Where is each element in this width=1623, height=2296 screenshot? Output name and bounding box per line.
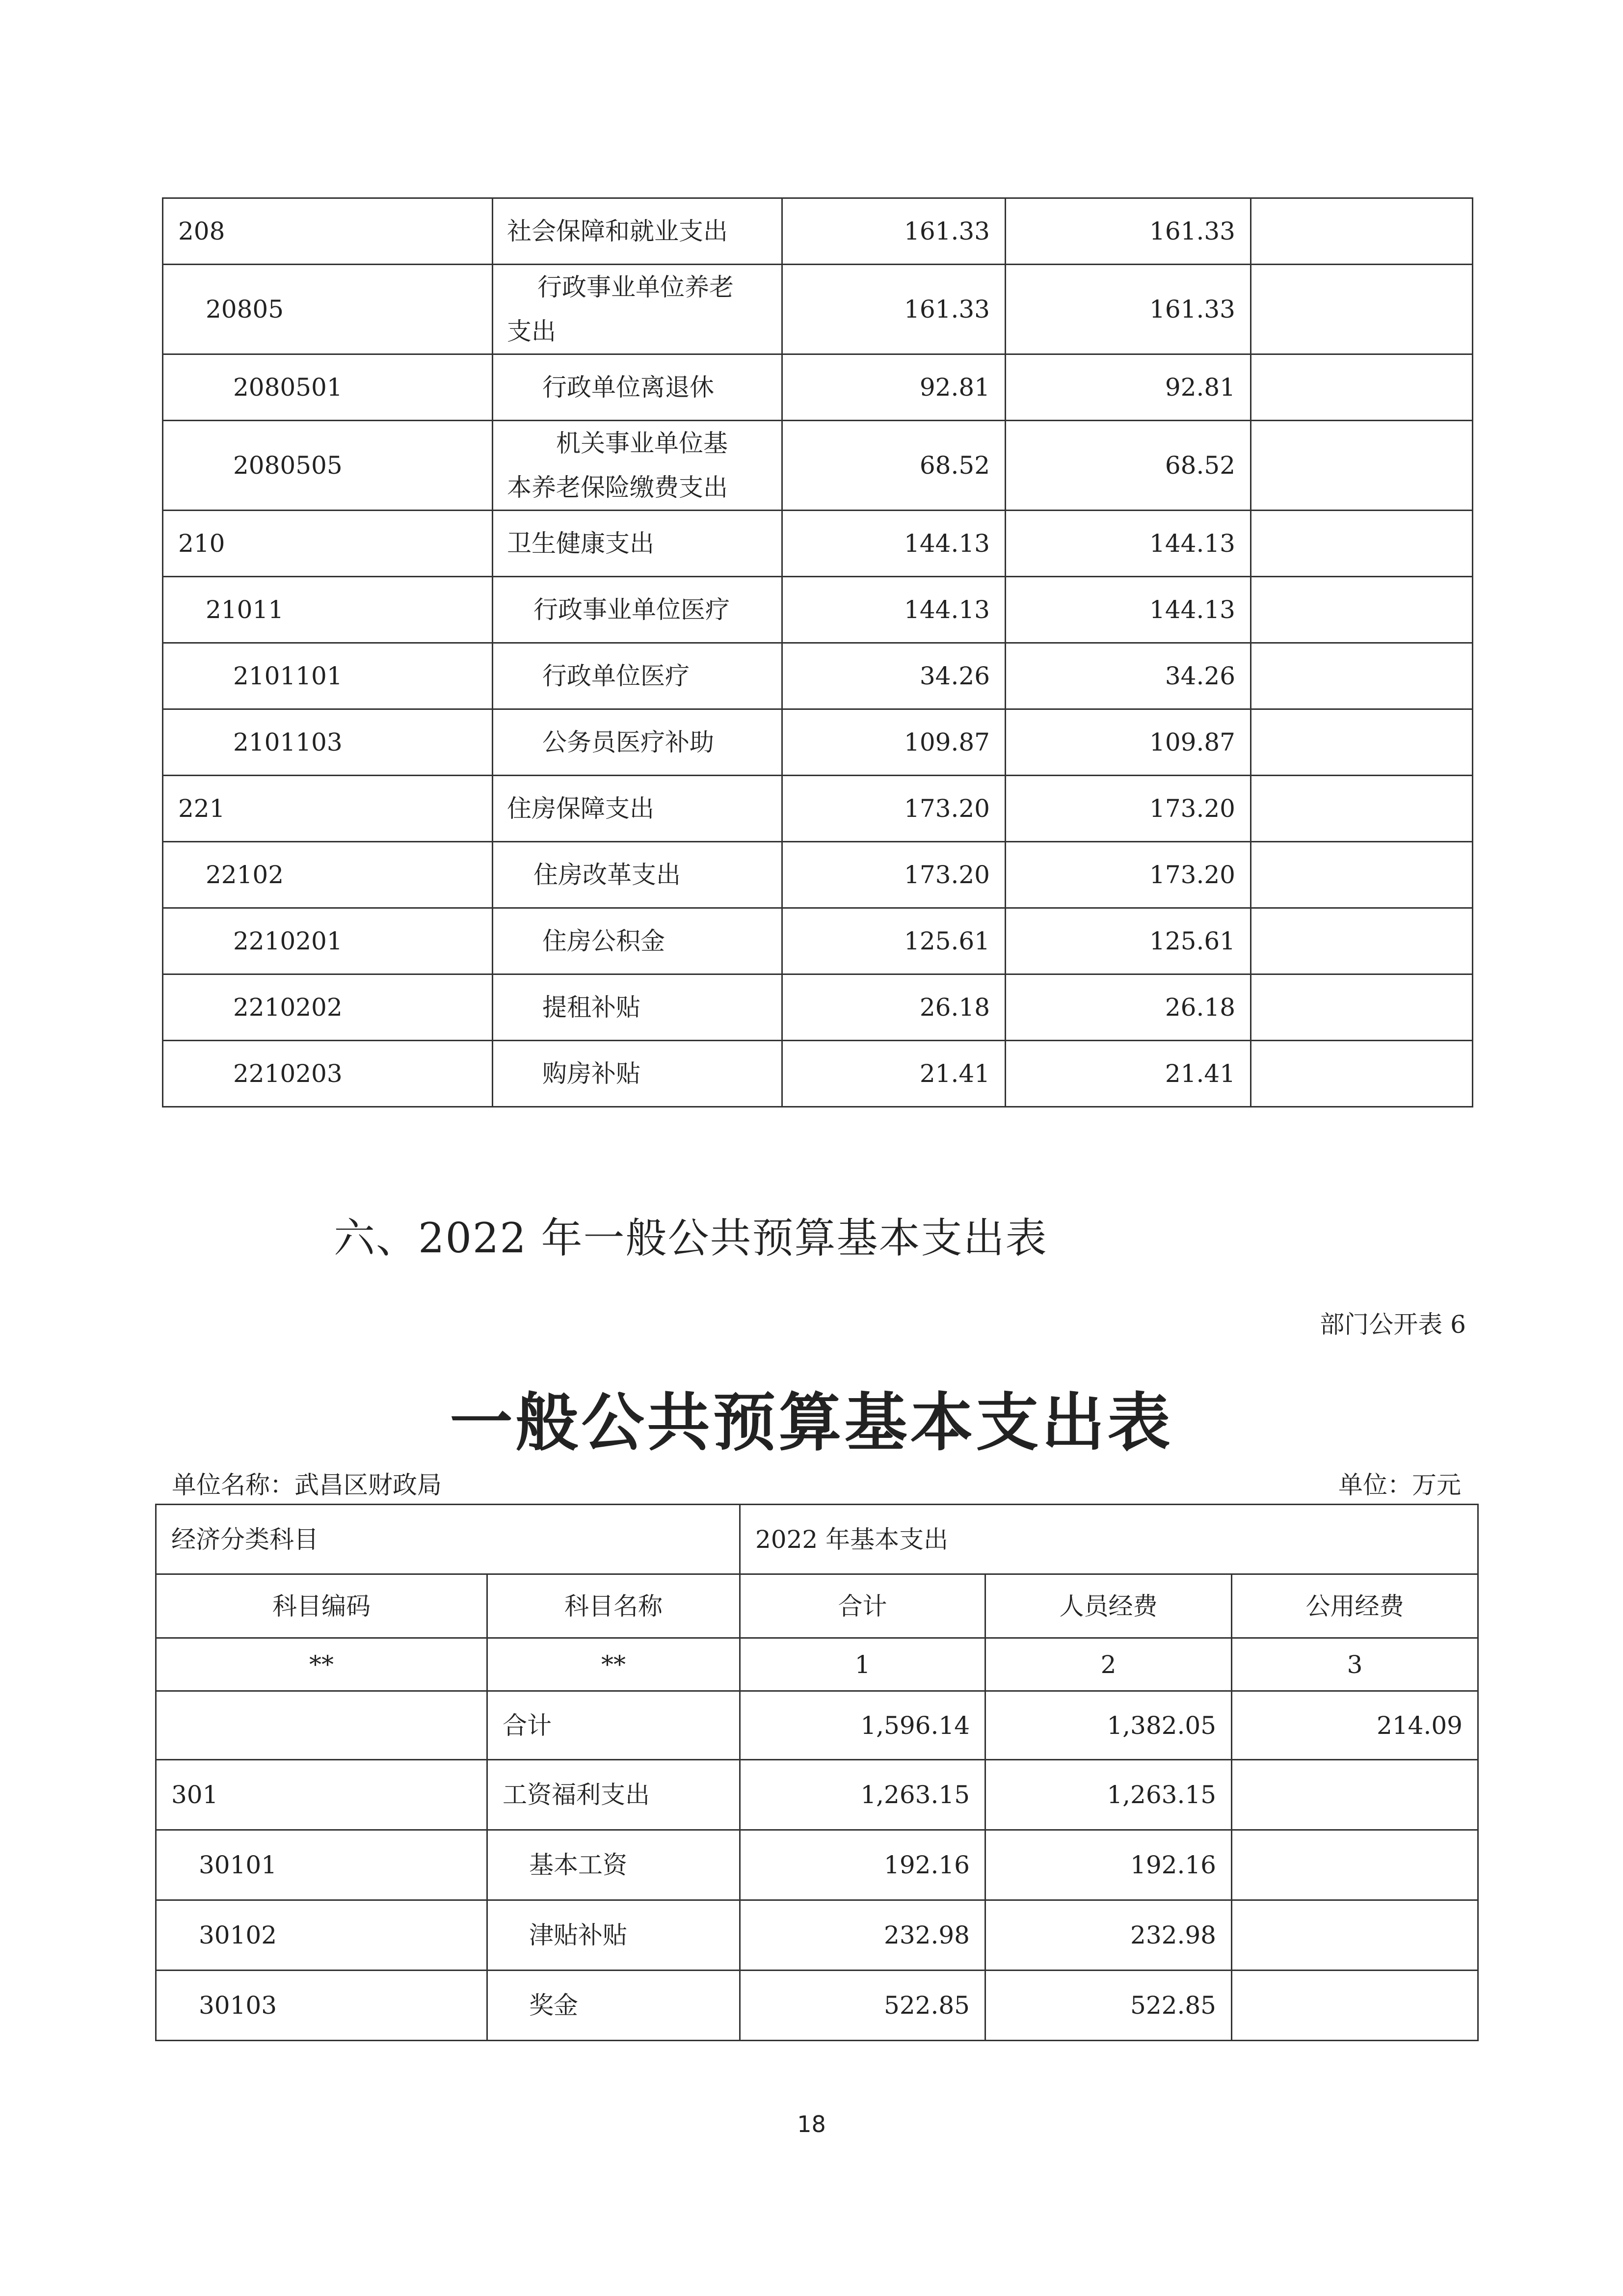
basic-value: 173.20 — [1006, 776, 1251, 842]
subject-code: 21011 — [163, 577, 493, 643]
subject-code: 30101 — [156, 1830, 487, 1900]
column-header: 合计 — [740, 1574, 985, 1638]
project-value — [1251, 842, 1473, 908]
table-row — [163, 776, 1473, 842]
table-row — [163, 643, 1473, 709]
basic-value: 161.33 — [1006, 198, 1251, 265]
table-row — [163, 421, 1473, 511]
subject-name: 行政单位医疗 — [493, 643, 782, 709]
public-value — [1232, 1971, 1478, 2041]
table-row — [163, 709, 1473, 776]
total-value: 161.33 — [782, 265, 1006, 354]
subject-code: 2210203 — [163, 1041, 493, 1107]
index-cell: ** — [156, 1638, 487, 1691]
total-value: 1,263.15 — [740, 1760, 985, 1830]
table-row — [156, 1760, 1478, 1830]
total-value: 34.26 — [782, 643, 1006, 709]
table-row — [163, 842, 1473, 908]
basic-value: 92.81 — [1006, 354, 1251, 421]
main-title: 一般公共预算基本支出表 — [450, 1386, 1173, 1459]
index-cell: 1 — [740, 1638, 985, 1691]
public-value — [1232, 1760, 1478, 1830]
basic-value: 144.13 — [1006, 511, 1251, 577]
index-cell: 3 — [1232, 1638, 1478, 1691]
column-header: 人员经费 — [985, 1574, 1232, 1638]
basic-value: 34.26 — [1006, 643, 1251, 709]
subject-code: 2101103 — [163, 709, 493, 776]
subject-name: 卫生健康支出 — [493, 511, 782, 577]
subject-code — [156, 1691, 487, 1760]
subject-name — [493, 265, 782, 354]
personnel-value: 522.85 — [985, 1971, 1232, 2041]
total-value: 522.85 — [740, 1971, 985, 2041]
total-value: 232.98 — [740, 1900, 985, 1971]
subject-code: 301 — [156, 1760, 487, 1830]
subject-code: 20805 — [163, 265, 493, 354]
total-value: 125.61 — [782, 908, 1006, 974]
public-value — [1232, 1830, 1478, 1900]
subject-name-line1: 机关事业单位基 — [556, 429, 728, 458]
subject-name: 奖金 — [487, 1971, 740, 2041]
public-value: 214.09 — [1232, 1691, 1478, 1760]
basic-value: 68.52 — [1006, 421, 1251, 511]
subject-code: 221 — [163, 776, 493, 842]
header-row — [156, 1574, 1478, 1638]
subject-name: 行政单位离退休 — [493, 354, 782, 421]
project-value — [1251, 265, 1473, 354]
total-value: 144.13 — [782, 577, 1006, 643]
header-row — [156, 1505, 1478, 1574]
index-cell: ** — [487, 1638, 740, 1691]
subject-name-line1: 行政事业单位养老 — [537, 273, 734, 301]
project-value — [1251, 577, 1473, 643]
total-value: 92.81 — [782, 354, 1006, 421]
subject-code: 22102 — [163, 842, 493, 908]
total-value: 68.52 — [782, 421, 1006, 511]
subject-name: 提租补贴 — [493, 974, 782, 1041]
subject-code: 2210202 — [163, 974, 493, 1041]
table-row — [156, 1900, 1478, 1971]
table-row — [156, 1830, 1478, 1900]
total-value: 26.18 — [782, 974, 1006, 1041]
table-row — [156, 1971, 1478, 2041]
table-row — [163, 974, 1473, 1041]
subject-name-line2: 本养老保险缴费支出 — [507, 473, 728, 502]
subject-name: 津贴补贴 — [487, 1900, 740, 1971]
total-value: 21.41 — [782, 1041, 1006, 1107]
basic-value: 161.33 — [1006, 265, 1251, 354]
basic-value: 21.41 — [1006, 1041, 1251, 1107]
subject-code: 2210201 — [163, 908, 493, 974]
total-value: 144.13 — [782, 511, 1006, 577]
project-value — [1251, 1041, 1473, 1107]
total-value: 173.20 — [782, 842, 1006, 908]
table-number: 部门公开表 6 — [1320, 1310, 1466, 1339]
subject-code: 208 — [163, 198, 493, 265]
unit-label: 单位：万元 — [1338, 1471, 1461, 1499]
subject-name: 基本工资 — [487, 1830, 740, 1900]
subject-code: 30103 — [156, 1971, 487, 2041]
subject-code: 210 — [163, 511, 493, 577]
subject-name: 行政事业单位医疗 — [493, 577, 782, 643]
personnel-value: 232.98 — [985, 1900, 1232, 1971]
project-value — [1251, 511, 1473, 577]
table-row — [163, 1041, 1473, 1107]
subject-code: 2080501 — [163, 354, 493, 421]
page-number: 18 — [797, 2111, 826, 2137]
subject-name — [493, 421, 782, 511]
table-row — [163, 577, 1473, 643]
index-cell: 2 — [985, 1638, 1232, 1691]
column-header: 公用经费 — [1232, 1574, 1478, 1638]
public-value — [1232, 1900, 1478, 1971]
basic-value: 173.20 — [1006, 842, 1251, 908]
subject-name: 社会保障和就业支出 — [493, 198, 782, 265]
total-value: 161.33 — [782, 198, 1006, 265]
subject-name: 住房保障支出 — [493, 776, 782, 842]
total-value: 109.87 — [782, 709, 1006, 776]
total-value: 192.16 — [740, 1830, 985, 1900]
personnel-value: 192.16 — [985, 1830, 1232, 1900]
subject-name: 合计 — [487, 1691, 740, 1760]
header-basic-expenditure: 2022 年基本支出 — [740, 1505, 1478, 1574]
total-value: 1,596.14 — [740, 1691, 985, 1760]
unit-name: 单位名称：武昌区财政局 — [172, 1471, 442, 1499]
expenditure-function-table — [162, 197, 1473, 1107]
subject-code: 30102 — [156, 1900, 487, 1971]
section-heading: 六、2022 年一般公共预算基本支出表 — [334, 1214, 1048, 1262]
basic-value: 26.18 — [1006, 974, 1251, 1041]
table-row — [163, 908, 1473, 974]
table-row — [163, 354, 1473, 421]
basic-value: 109.87 — [1006, 709, 1251, 776]
basic-expenditure-table — [155, 1504, 1479, 2041]
project-value — [1251, 908, 1473, 974]
project-value — [1251, 421, 1473, 511]
subject-name-line2: 支出 — [507, 317, 556, 346]
column-header: 科目名称 — [487, 1574, 740, 1638]
subject-name: 工资福利支出 — [487, 1760, 740, 1830]
personnel-value: 1,263.15 — [985, 1760, 1232, 1830]
subject-name: 住房公积金 — [493, 908, 782, 974]
basic-value: 125.61 — [1006, 908, 1251, 974]
table-row — [163, 511, 1473, 577]
project-value — [1251, 354, 1473, 421]
total-row — [156, 1691, 1478, 1760]
column-header: 科目编码 — [156, 1574, 487, 1638]
subject-name: 住房改革支出 — [493, 842, 782, 908]
basic-value: 144.13 — [1006, 577, 1251, 643]
header-economic-category: 经济分类科目 — [156, 1505, 740, 1574]
project-value — [1251, 776, 1473, 842]
total-value: 173.20 — [782, 776, 1006, 842]
table-row — [163, 198, 1473, 265]
index-row — [156, 1638, 1478, 1691]
personnel-value: 1,382.05 — [985, 1691, 1232, 1760]
subject-name: 购房补贴 — [493, 1041, 782, 1107]
project-value — [1251, 974, 1473, 1041]
subject-name: 公务员医疗补助 — [493, 709, 782, 776]
subject-code: 2080505 — [163, 421, 493, 511]
subject-code: 2101101 — [163, 643, 493, 709]
project-value — [1251, 709, 1473, 776]
project-value — [1251, 198, 1473, 265]
project-value — [1251, 643, 1473, 709]
table-row — [163, 265, 1473, 354]
